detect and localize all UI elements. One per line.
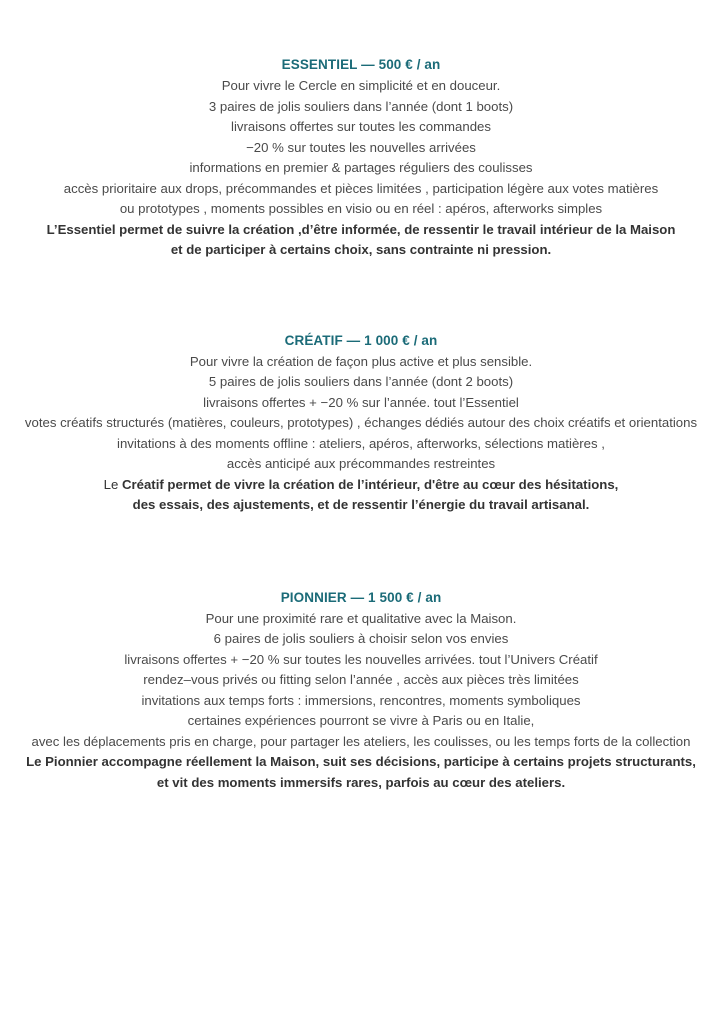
tier-line: avec les déplacements pris en charge, pour partager les ateliers, les coulisses, ou les temps forts de la collection [31, 733, 691, 749]
tier-line: Pour une proximité rare et qualitative avec la Maison. [205, 610, 517, 626]
tier-line: 3 paires de jolis souliers dans l’année (dont 1 boots) [208, 98, 514, 114]
tier-block-pionnier [4, 516, 718, 794]
tier-line: votes créatifs structurés (matières, couleurs, prototypes) , échanges dédiés autour des choix créatifs et orientations [24, 415, 698, 430]
tier-line: certaines expériences pourront se vivre à Paris ou en Italie, [187, 713, 535, 728]
tier-line: rendez–vous privés ou fitting selon l’année , accès aux pièces très limitées [143, 672, 579, 687]
tier-line: Pour vivre la création de façon plus active et plus sensible. [189, 353, 533, 369]
tier-line: Le Pionnier accompagne réellement la Maison, suit ses décisions, participe à certains projets structurants, [26, 754, 696, 769]
tier-line: Le Créatif permet de vivre la création de l’intérieur, d'être au cœur des hésitations, [103, 476, 619, 492]
tier-line: 5 paires de jolis souliers dans l’année (dont 2 boots) [208, 374, 514, 389]
tier-line: informations en premier & partages réguliers des coulisses [189, 160, 533, 175]
tier-heading-pionnier: PIONNIER — 1 500 € / an [280, 589, 442, 605]
tier-line: accès anticipé aux précommandes restreintes [226, 456, 496, 471]
tier-block-essentiel [4, 0, 718, 261]
tier-line: livraisons offertes + −20 % sur toutes les nouvelles arrivées. tout l’Univers Créatif [124, 651, 598, 667]
tier-line: 6 paires de jolis souliers à choisir selon vos envies [213, 631, 509, 646]
tier-line-lead: Le [103, 476, 122, 492]
tier-line: et vit des moments immersifs rares, parfois au cœur des ateliers. [156, 774, 566, 790]
tier-block-creatif [4, 261, 718, 516]
tier-lines-pionnier [4, 609, 718, 794]
tier-line: des essais, des ajustements, et de ressentir l’énergie du travail artisanal. [132, 497, 590, 512]
tier-line: accès prioritaire aux drops, précommandes et pièces limitées , participation légère aux votes matières [63, 180, 659, 196]
tier-lines-creatif [4, 352, 718, 516]
tier-line: −20 % sur toutes les nouvelles arrivées [246, 139, 476, 155]
tier-line: invitations aux temps forts : immersions, rencontres, moments symboliques [141, 692, 581, 708]
tier-lines-essentiel [4, 76, 718, 261]
tier-line: livraisons offertes sur toutes les commandes [231, 119, 491, 134]
tier-line: ou prototypes , moments possibles en visio ou en réel : apéros, afterworks simples [119, 201, 603, 216]
tier-line: Pour vivre le Cercle en simplicité et en douceur. [221, 78, 501, 93]
tier-heading-creatif: CRÉATIF — 1 000 € / an [284, 332, 438, 348]
tier-heading-essentiel: ESSENTIEL — 500 € / an [281, 57, 441, 72]
tier-line: L’Essentiel permet de suivre la création ,d’être informée, de ressentir le travail intérieur de la Maison [46, 221, 676, 237]
tier-line: livraisons offertes + −20 % sur l’année. tout l’Essentiel [203, 394, 519, 410]
tier-line: invitations à des moments offline : ateliers, apéros, afterworks, sélections matières , [117, 435, 605, 451]
tier-line: et de participer à certains choix, sans contrainte ni pression. [170, 242, 552, 257]
